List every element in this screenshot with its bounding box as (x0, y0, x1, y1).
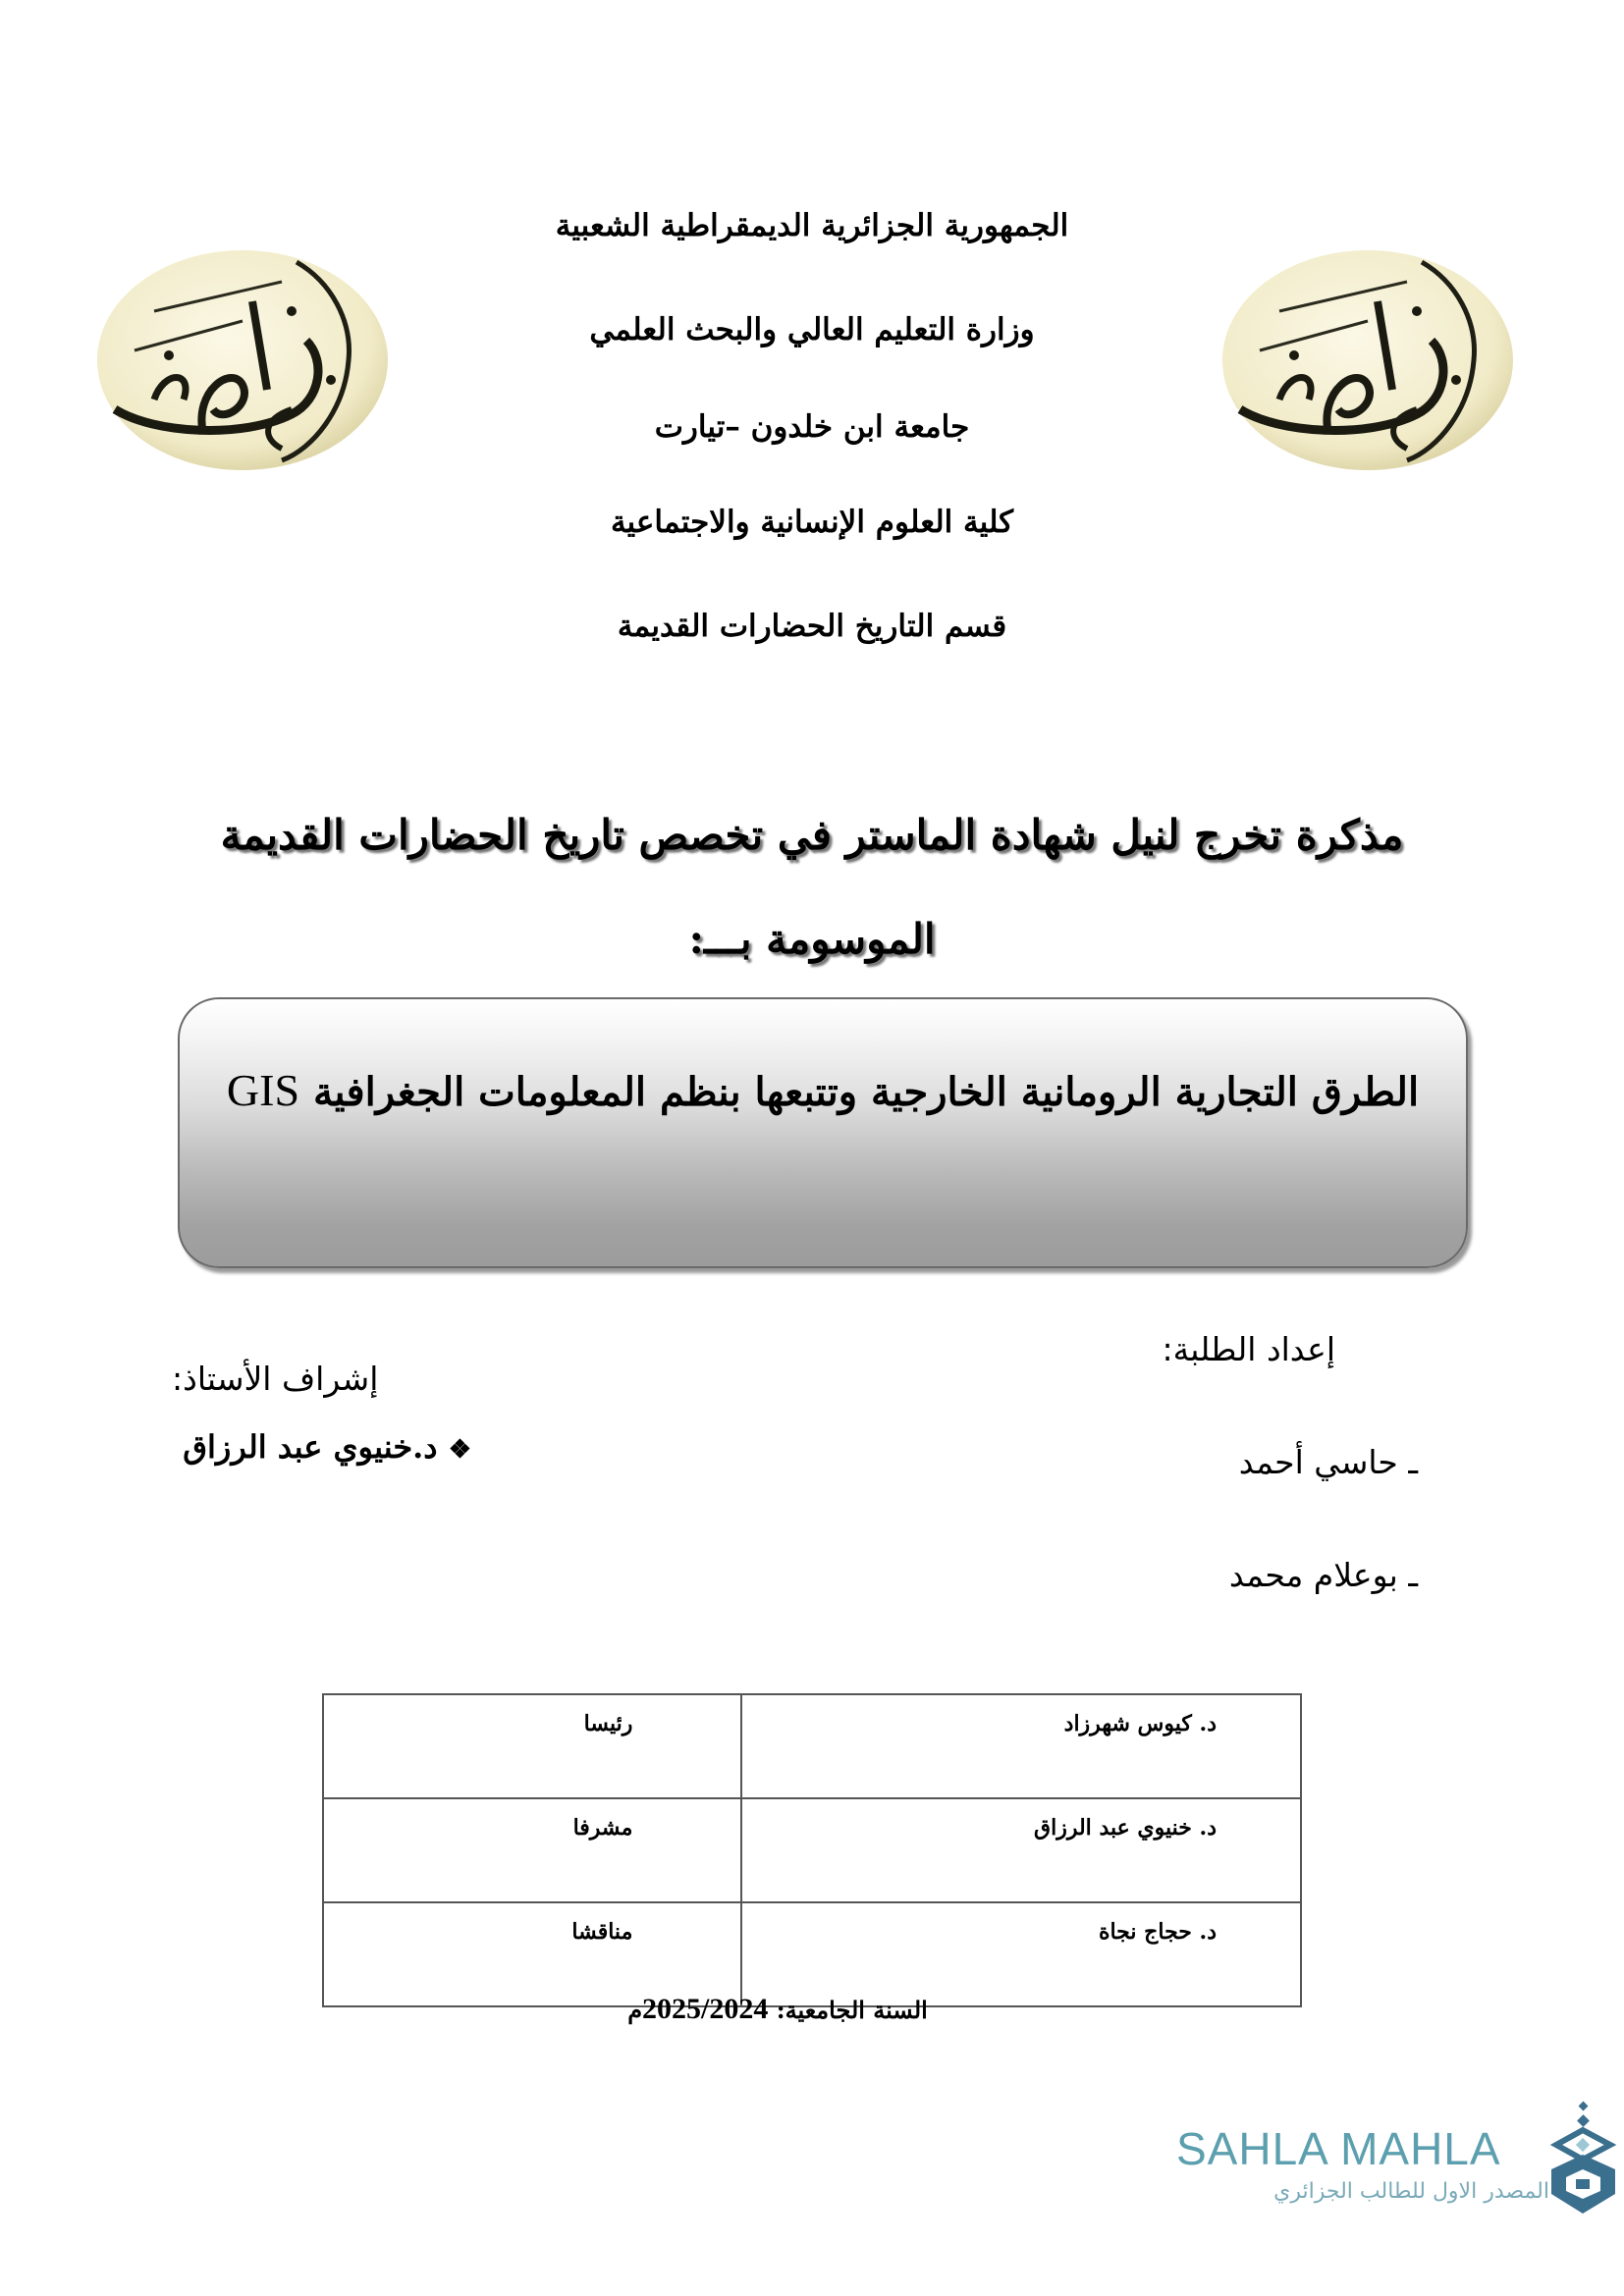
academic-year-suffix: م (627, 1996, 643, 2024)
jury-member-name: د. حجاج نجاة (741, 1902, 1301, 2006)
table-row (323, 1902, 1301, 2006)
diamond-bullet-icon: ❖ (448, 1435, 471, 1465)
academic-year-label: السنة الجامعية: (776, 1996, 928, 2024)
header-department: قسم التاريخ الحضارات القديمة (617, 609, 1007, 644)
academic-year (0, 1993, 1590, 2026)
table-row (323, 1694, 1301, 1798)
thesis-title-box (178, 997, 1468, 1268)
students-label: إعداد الطلبة: (1162, 1330, 1335, 1368)
jury-table (322, 1693, 1302, 2007)
thesis-title-latin: GIS (226, 1065, 300, 1115)
supervisor-line (147, 1428, 471, 1466)
table-row (323, 1798, 1301, 1902)
jury-member-name: د. كيوس شهرزاد (741, 1694, 1301, 1798)
brand-tagline: المصدر الاول للطالب الجزائري (1273, 2179, 1549, 2204)
brand-name: SAHLA MAHLA (1176, 2123, 1501, 2174)
thesis-statement: مذكرة تخرج لنيل شهادة الماستر في تخصص تاريخ الحضارات القديمة (220, 811, 1404, 859)
jury-member-role: مناقشا (323, 1902, 741, 2006)
thesis-title-arabic: الطرق التجارية الرومانية الخارجية وتتبعها بنظم المعلومات الجغرافية (312, 1069, 1420, 1115)
supervisor-label: إشراف الأستاذ: (172, 1360, 379, 1398)
header-university: جامعة ابن خلدون –تيارت (654, 409, 970, 445)
header-ministry: وزارة التعليم العالي والبحث العلمي (589, 312, 1035, 347)
sahla-mahla-watermark (1168, 2101, 1620, 2218)
jury-member-role: رئيسا (323, 1694, 741, 1798)
calligraphic-mark-icon (1546, 2101, 1620, 2218)
academic-year-value: 2025/2024 (642, 1993, 769, 2025)
header-republic: الجمهورية الجزائرية الديمقراطية الشعبية (555, 208, 1069, 243)
student-name-2: ـ بوعلام محمد (1228, 1556, 1418, 1594)
student-name-1: ـ حاسي أحمد (1238, 1443, 1418, 1481)
thesis-titled: الموسومة بـــ: (688, 915, 936, 963)
jury-member-name: د. خنيوي عبد الرزاق (741, 1798, 1301, 1902)
header-faculty: كلية العلوم الإنسانية والاجتماعية (610, 505, 1014, 540)
jury-member-role: مشرفا (323, 1798, 741, 1902)
supervisor-name: د.خنيوي عبد الرزاق (183, 1428, 438, 1466)
thesis-title (180, 1064, 1466, 1116)
